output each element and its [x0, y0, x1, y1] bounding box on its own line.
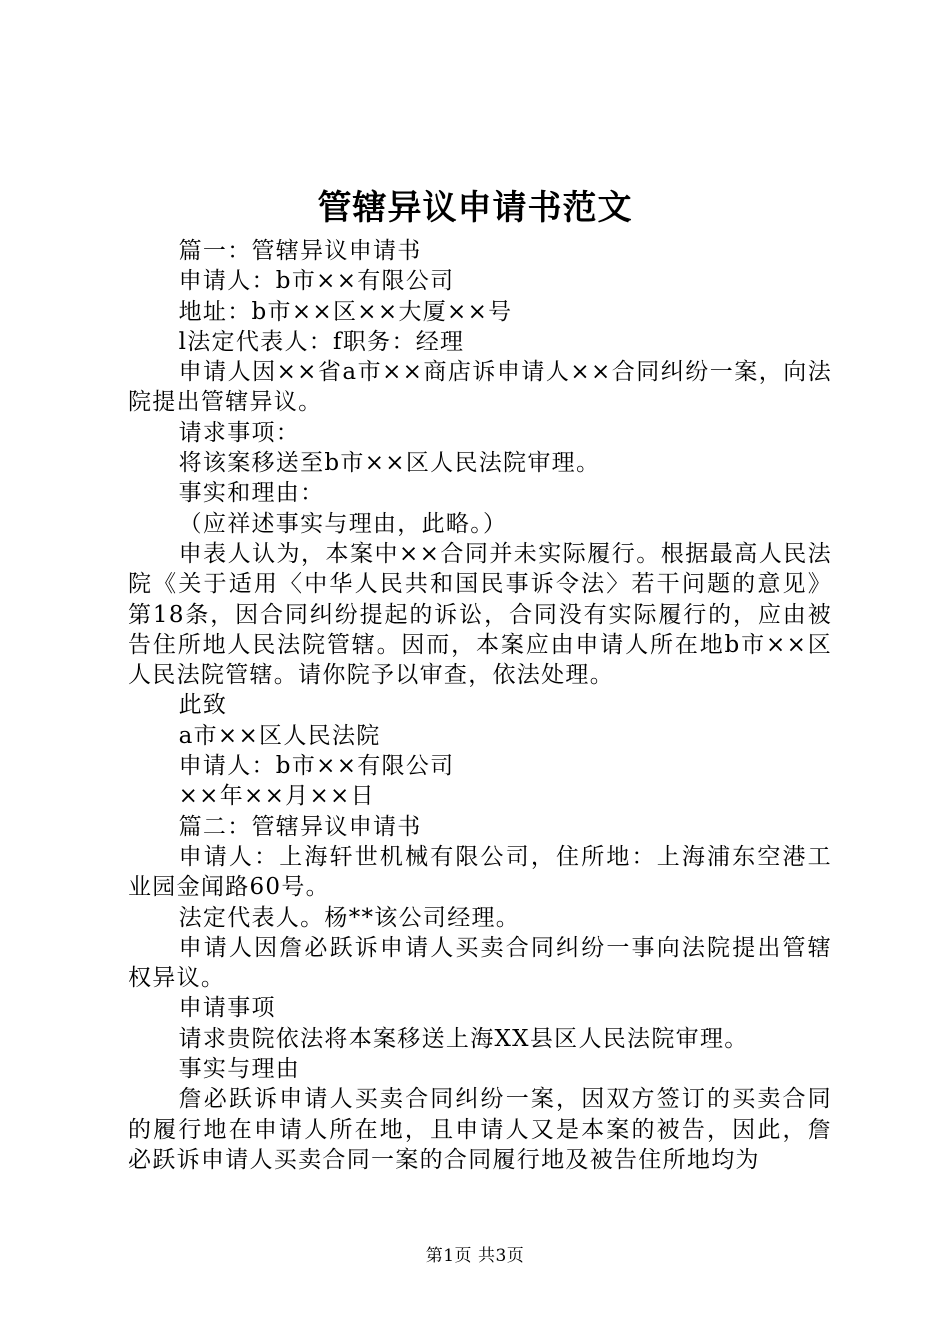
- paragraph: 篇一：管辖异议申请书: [178, 238, 422, 264]
- paragraph: 詹必跃诉申请人买卖合同纠纷一案，因双方签订的买卖合同的履行地在申请人所在地，且申请人又是本案的被告，因此，詹必跃诉申请人买卖合同一案的合同履行地及被告住所地均为: [128, 1086, 832, 1173]
- paragraph: 申请人因××省a市××商店诉申请人××合同纠纷一案，向法院提出管辖异议。: [128, 359, 832, 416]
- paragraph: l法定代表人：f职务：经理: [178, 328, 465, 355]
- paragraph: 申请事项: [178, 995, 276, 1022]
- paragraph: 地址：b市××区××大厦××号: [178, 298, 513, 325]
- paragraph: 法定代表人。杨**该公司经理。: [178, 904, 521, 931]
- paragraph: 申请人：上海轩世机械有限公司，住所地：上海浦东空港工业园金闻路60号。: [128, 843, 832, 901]
- page-footer: 第1页 共3页: [425, 1246, 525, 1266]
- paragraph: （应祥述事实与理由，此略。）: [178, 510, 508, 537]
- document-title: 管辖异议申请书范文: [317, 188, 633, 228]
- paragraph: 申请人：b市××有限公司: [178, 753, 455, 780]
- paragraph: 篇二：管辖异议申请书: [178, 813, 422, 840]
- paragraph: ××年××月××日: [178, 783, 375, 810]
- paragraph: 请求贵院依法将本案移送上海XX县区人民法院审理。: [178, 1025, 749, 1052]
- paragraph: 请求事项：: [178, 419, 301, 446]
- paragraph: 事实和理由：: [178, 480, 325, 507]
- paragraph: 此致: [178, 692, 228, 719]
- document-body: [128, 236, 832, 1175]
- paragraph: 申表人认为，本案中××合同并未实际履行。根据最高人民法院《关于适用〈中华人民共和国民事诉令法〉若干问题的意见》第18条，因合同纠纷提起的诉讼，合同没有实际履行的，应由被告住所地人民法院管辖。因而，本案应由申请人所在地b市××区人民法院管辖。请你院予以审查，依法处理。: [128, 540, 832, 689]
- paragraph: a市××区人民法院: [178, 722, 381, 749]
- paragraph: 申请人因詹必跃诉申请人买卖合同纠纷一事向法院提出管辖权异议。: [128, 934, 832, 992]
- paragraph: 申请人：b市××有限公司: [178, 268, 455, 295]
- paragraph: 将该案移送至b市××区人民法院审理。: [178, 450, 601, 477]
- paragraph: 事实与理由: [178, 1056, 301, 1083]
